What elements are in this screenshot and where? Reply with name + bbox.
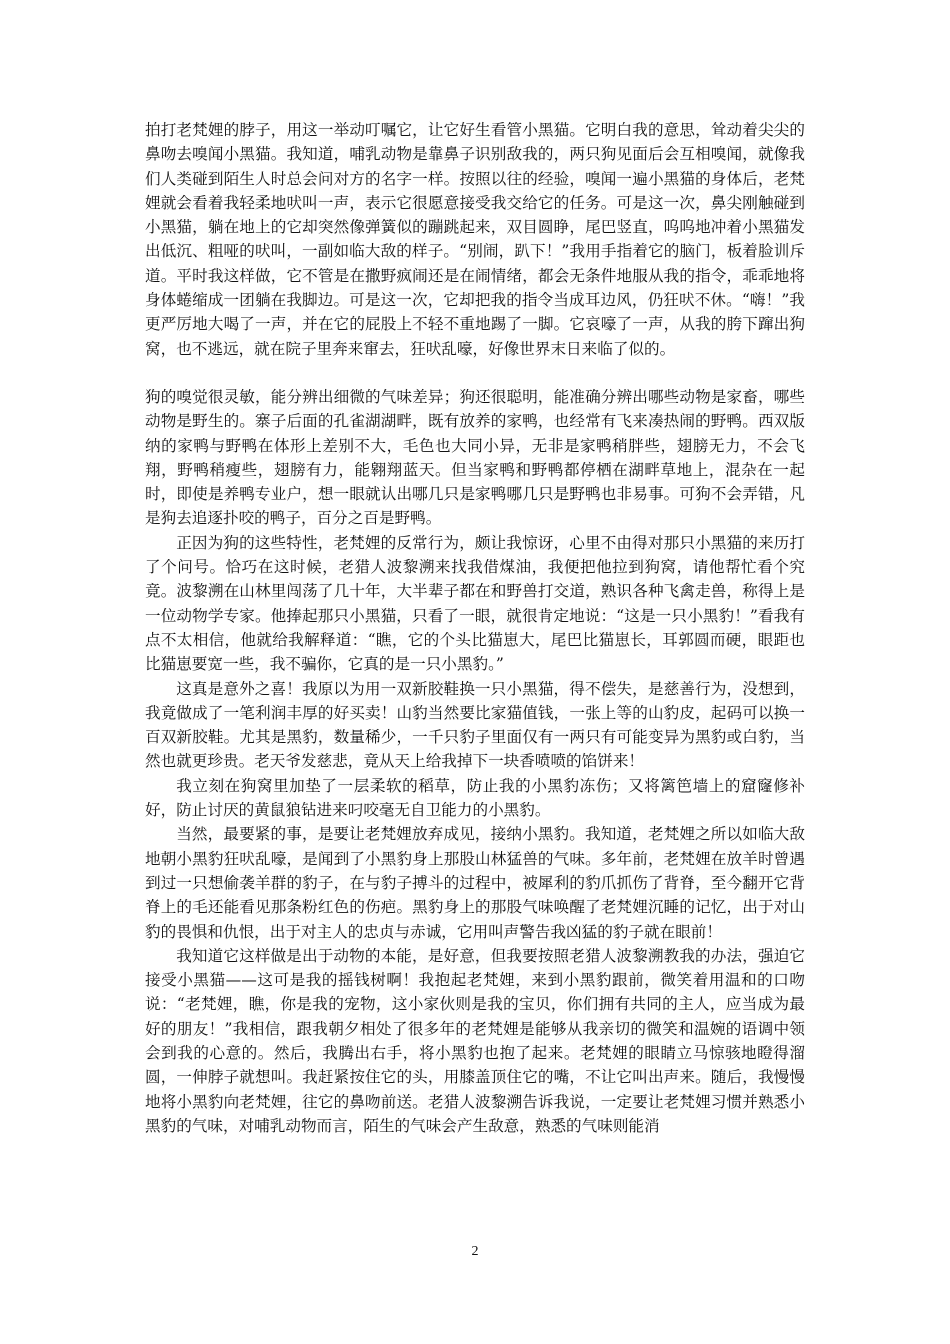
paragraph-7: 我知道它这样做是出于动物的本能，是好意，但我要按照老猎人波黎溯教我的办法，强迫它接受小黑猫——这可是我的摇钱树啊！我抱起老梵娌，来到小黑豹跟前，微笑着用温和的口吻说：“老梵娌，瞧，你是我的宠物，这小家伙则是我的宝贝，你们拥有共同的主人，应当成为最好的朋友！”我相信，跟我朝夕相处了很多年的老梵娌是能够从我亲切的微笑和温婉的语调中领会到我的心意的。然后，我腾出右手，将小黑豹也抱了起来。老梵娌的眼睛立马惊骇地瞪得溜圆，一伸脖子就想叫。我赶紧按住它的头，用膝盖顶住它的嘴，不让它叫出声来。随后，我慢慢地将小黑豹向老梵娌，往它的鼻吻前送。老猎人波黎溯告诉我说，一定要让老梵娌习惯并熟悉小黑豹的气味，对哺乳动物而言，陌生的气味会产生敌意，熟悉的气味则能消	[145, 946, 805, 1135]
paragraph-4: 这真是意外之喜！我原以为用一双新胶鞋换一只小黑猫，得不偿失，是慈善行为，没想到，我竟做成了一笔利润丰厚的好买卖！山豹当然要比家猫值钱，一张上等的山豹皮，起码可以换一百双新胶鞋。尤其是黑豹，数量稀少，一千只豹子里面仅有一两只有可能变异为黑豹或白豹，当然也就更珍贵。老天爷发慈悲，竟从天上给我掉下一块香喷喷的馅饼来！	[145, 679, 805, 771]
paragraph-5: 我立刻在狗窝里加垫了一层柔软的稻草，防止我的小黑豹冻伤；又将篱笆墙上的窟窿修补好，防止讨厌的黄鼠狼钻进来叼咬毫无自卫能力的小黑豹。	[145, 776, 805, 820]
paragraph-3: 正因为狗的这些特性，老梵娌的反常行为，颇让我惊讶，心里不由得对那只小黑猫的来历打了个问号。恰巧在这时候，老猎人波黎溯来找我借煤油，我便把他拉到狗窝，请他帮忙看个究竟。波黎溯在山林里闯荡了几十年，大半辈子都在和野兽打交道，熟识各种飞禽走兽，称得上是一位动物学专家。他捧起那只小黑猫，只看了一眼，就很肯定地说：“这是一只小黑豹！”看我有点不太相信，他就给我解释道：“瞧，它的个头比猫崽大，尾巴比猫崽长，耳郭圆而硬，眼距也比猫崽要宽一些，我不骗你，它真的是一只小黑豹。”	[145, 533, 805, 674]
paragraph-gap	[145, 361, 805, 385]
paragraph-2: 狗的嗅觉很灵敏，能分辨出细微的气味差异；狗还很聪明，能准确分辨出哪些动物是家畜，哪些动物是野生的。寨子后面的孔雀湖湖畔，既有放养的家鸭，也经常有飞来凑热闹的野鸭。西双版纳的家鸭与野鸭在体形上差别不大，毛色也大同小异，无非是家鸭稍胖些，翅膀无力，不会飞翔，野鸭稍瘦些，翅膀有力，能翱翔蓝天。但当家鸭和野鸭都停栖在湖畔草地上，混杂在一起时，即使是养鸭专业户，想一眼就认出哪几只是家鸭哪几只是野鸭也非易事。可狗不会弄错，凡是狗去追逐扑咬的鸭子，百分之百是野鸭。	[145, 387, 805, 528]
paragraph-1: 拍打老梵娌的脖子，用这一举动叮嘱它，让它好生看管小黑猫。它明白我的意思，耸动着尖尖的鼻吻去嗅闻小黑猫。我知道，哺乳动物是靠鼻子识别敌我的，两只狗见面后会互相嗅闻，就像我们人类碰到陌生人时总会问对方的名字一样。按照以往的经验，嗅闻一遍小黑猫的身体后，老梵娌就会看着我轻柔地吠叫一声，表示它很愿意接受我交给它的任务。可是这一次，鼻尖刚触碰到小黑猫，躺在地上的它却突然像弹簧似的蹦跳起来，双目圆睁，尾巴竖直，呜呜地冲着小黑猫发出低沉、粗哑的吠叫，一副如临大敌的样子。“别闹，趴下！”我用手指着它的脑门，板着脸训斥道。平时我这样做，它不管是在撒野疯闹还是在闹情绪，都会无条件地服从我的指令，乖乖地将身体蜷缩成一团躺在我脚边。可是这一次，它却把我的指令当成耳边风，仍狂吠不休。“嗨！”我更严厉地大喝了一声，并在它的屁股上不轻不重地踢了一脚。它哀嚎了一声，从我的胯下蹿出狗窝，也不逃远，就在院子里奔来窜去，狂吠乱嚎，好像世界末日来临了似的。	[145, 121, 805, 358]
page-number: 2	[471, 1244, 479, 1259]
paragraph-6: 当然，最要紧的事，是要让老梵娌放弃成见，接纳小黑豹。我知道，老梵娌之所以如临大敌地朝小黑豹狂吠乱嚎，是闻到了小黑豹身上那股山林猛兽的气味。多年前，老梵娌在放羊时曾遇到过一只想偷袭羊群的豹子，在与豹子搏斗的过程中，被犀利的豹爪抓伤了背脊，至今翻开它背脊上的毛还能看见那条粉红色的伤疤。黑豹身上的那股气味唤醒了老梵娌沉睡的记忆，出于对山豹的畏惧和仇恨，出于对主人的忠贞与赤诚，它用叫声警告我凶猛的豹子就在眼前！	[145, 825, 805, 941]
document-body	[145, 118, 805, 1138]
